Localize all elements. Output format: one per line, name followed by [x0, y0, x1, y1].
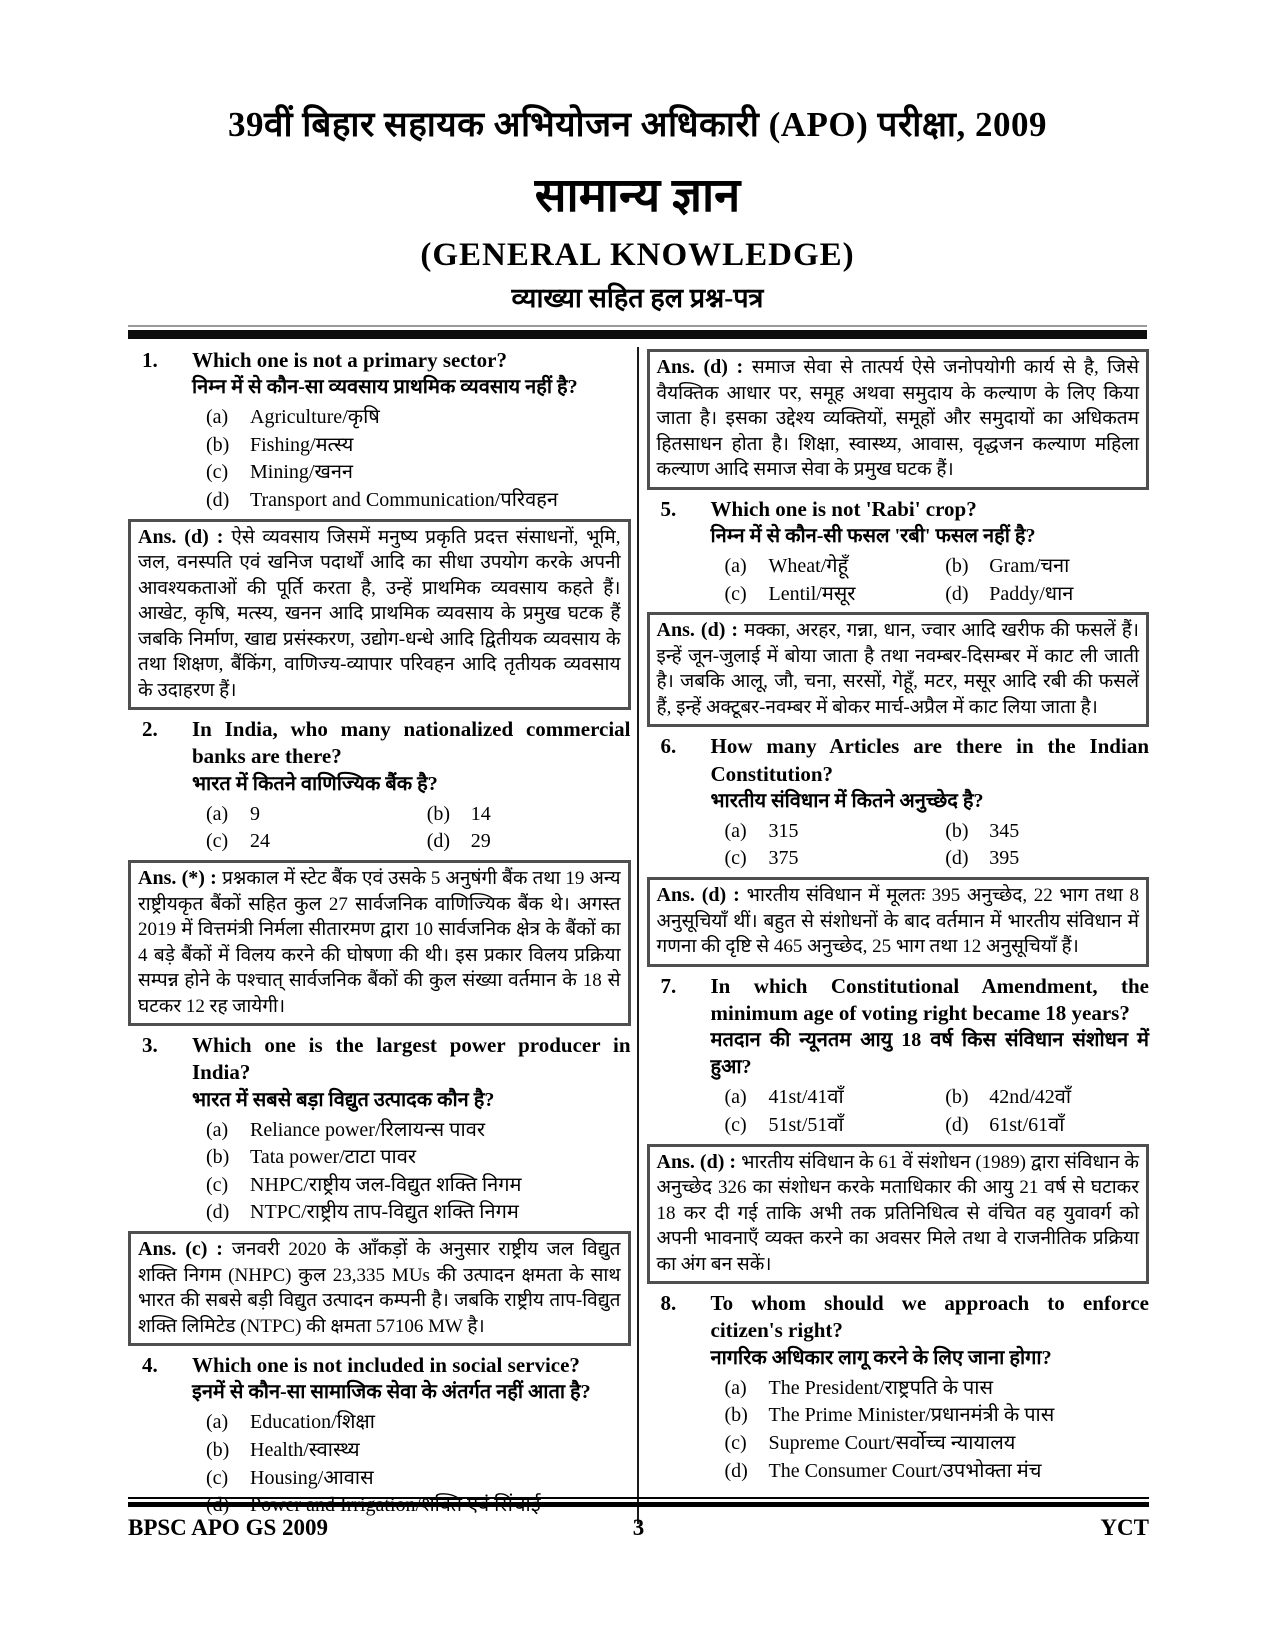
option-label: (b) — [206, 1439, 230, 1462]
header-rule-thin-line — [128, 325, 1147, 327]
answer-label: Ans. (d) : — [656, 1150, 742, 1173]
footer-rule-thick-line — [128, 1502, 1149, 1507]
answer-box — [647, 612, 1150, 727]
option-label: (b) — [945, 1086, 969, 1109]
answer-label: Ans. (d) : — [656, 884, 747, 907]
footer-rule — [128, 1497, 1149, 1507]
question-number: 7. — [660, 973, 677, 998]
answer-explanation: मक्का, अरहर, गन्ना, धान, ज्वार आदि खरीफ की फसलें हैं। इन्हें जून-जुलाई में बोया जाता है तथा नवम्बर-दिसम्बर में काट ली जाती है। जबकि आलू, जौ, चना, सरसों, गेहूँ, मटर, मसूर आदि रबी की फसलें हैं, इन्हें अक्टूबर-नवम्बर में बोकर मार्च-अप्रैल में काट लिया जाता है। — [656, 620, 1140, 718]
answer-explanation: प्रश्नकाल में स्टेट बैंक एवं उसके 5 अनुषंगी बैंक तथा 19 अन्य राष्ट्रीयकृत बैंकों सहित कुल 27 सार्वजनिक वाणिज्यिक बैंक थे। अगस्त 2019 में वित्तमंत्री निर्मला सीतारमण द्वारा 10 सार्वजनिक क्षेत्र के बैंकों का 4 बड़े बैंकों में विलय करने की घोषणा की थी। इस प्रकार विलय प्रक्रिया सम्पन्न होने के पश्चात् सार्वजनिक बैंकों की कुल संख्या वर्तमान के 18 से घटकर 12 रह जायेगी। — [138, 867, 621, 1017]
question-text-en: Which one is not 'Rabi' crop? — [710, 496, 977, 521]
option-a — [725, 818, 946, 846]
option-label: (a) — [724, 1376, 747, 1399]
question-texts — [192, 347, 631, 401]
question-text-hi: भारत में कितने वाणिज्यिक बैंक है? — [192, 772, 438, 795]
answer-explanation: जनवरी 2020 के आँकड़ों के अनुसार राष्ट्रीय जल विद्युत शक्ति निगम (NHPC) कुल 23,335 MUs की उत्पादन क्षमता के साथ भारत की सबसे बड़ी विद्युत उत्पादन कम्पनी है। जबकि राष्ट्रीय ताप-विद्युत शक्ति लिमिटेड (NTPC) की क्षमता 57106 MW है। — [138, 1239, 621, 1337]
option-b — [427, 801, 631, 829]
question-block-2 — [128, 716, 631, 856]
left-column — [128, 347, 637, 1524]
question-text-en: In which Constitutional Amendment, the minimum age of voting right became 18 years? — [710, 973, 1149, 1026]
footer-book-code: BPSC APO GS 2009 — [128, 1515, 329, 1540]
option-c — [206, 459, 631, 487]
option-label: (c) — [724, 1431, 747, 1454]
answer-label: Ans. (d) : — [656, 356, 752, 378]
option-text: NHPC/राष्ट्रीय जल-विद्युत शक्ति निगम — [250, 1173, 522, 1196]
answer-explanation: भारतीय संविधान के 61 वें संशोधन (1989) द्वारा संविधान के अनुच्छेद 326 का संशोधन करके मताधिकार की आयु 21 वर्ष से घटाकर 18 कर दी गई ताकि अभी तक प्रतिनिधित्व से वंचित वह युवावर्ग को अपनी भावनाएँ व्यक्त करने का अवसर मिले तथा वे राजनीतिक प्रक्रिया का अंग बन सकें। — [656, 1151, 1140, 1275]
options-list — [725, 818, 1150, 873]
option-text: Paddy/धान — [989, 582, 1074, 605]
option-label: (d) — [945, 1113, 969, 1136]
option-d — [427, 828, 631, 856]
options-list — [725, 553, 1150, 608]
option-label: (a) — [206, 802, 229, 825]
option-label: (c) — [206, 461, 229, 484]
option-label: (b) — [945, 554, 969, 577]
page-footer — [0, 1497, 1275, 1541]
footer-text-row — [128, 1515, 1149, 1541]
option-text: 375 — [768, 847, 799, 870]
question-block-8 — [647, 1290, 1150, 1485]
option-text: 29 — [470, 830, 491, 853]
option-text: Health/स्वास्थ्य — [250, 1439, 360, 1462]
answer-box — [647, 1144, 1150, 1285]
option-b — [206, 1144, 631, 1172]
option-a — [206, 801, 427, 829]
option-b — [945, 1084, 1149, 1112]
question-head — [128, 716, 631, 798]
option-label: (c) — [724, 582, 747, 605]
option-text: Supreme Court/सर्वोच्च न्यायालय — [768, 1431, 1016, 1454]
footer-publisher-code: YCT — [1100, 1515, 1149, 1540]
question-text-en: To whom should we approach to enforce citizen's right? — [710, 1291, 1149, 1343]
option-label: (b) — [724, 1404, 748, 1427]
question-texts — [192, 1032, 631, 1114]
question-texts — [711, 973, 1150, 1082]
question-number: 6. — [660, 734, 677, 759]
option-text: 395 — [989, 847, 1020, 870]
option-text: 9 — [250, 802, 260, 825]
options-list — [206, 404, 631, 514]
option-a — [725, 1084, 946, 1112]
question-text-en: How many Articles are there in the Indian Constitution? — [710, 734, 1149, 786]
question-number: 1. — [142, 348, 158, 372]
option-b — [725, 1402, 1150, 1430]
option-a — [206, 1117, 631, 1145]
option-text: 24 — [250, 830, 270, 853]
question-texts — [711, 496, 1150, 550]
option-text: Transport and Communication/परिवहन — [250, 489, 558, 512]
option-d — [206, 1199, 631, 1227]
option-text: 315 — [768, 819, 799, 842]
question-text-hi: मतदान की न्यूनतम आयु 18 वर्ष किस संविधान संशोधन में हुआ? — [710, 1029, 1149, 1079]
option-text: 51st/51वाँ — [768, 1113, 844, 1136]
option-text: NTPC/राष्ट्रीय ताप-विद्युत शक्ति निगम — [250, 1201, 519, 1224]
option-label: (c) — [206, 1466, 229, 1489]
option-text: Housing/आवास — [250, 1466, 374, 1489]
option-label: (c) — [206, 1173, 229, 1196]
option-label: (a) — [206, 1118, 229, 1141]
question-texts — [192, 716, 631, 798]
option-d — [206, 487, 631, 515]
option-label: (c) — [206, 830, 229, 853]
option-c — [206, 828, 427, 856]
question-text-en: Which one is not a primary sector? — [192, 348, 507, 372]
question-head — [128, 1352, 631, 1406]
answer-label: Ans. (*) : — [138, 866, 223, 889]
question-number: 8. — [660, 1291, 677, 1316]
option-label: (d) — [206, 489, 230, 512]
option-text: The Consumer Court/उपभोक्ता मंच — [768, 1459, 1042, 1482]
option-d — [945, 845, 1149, 873]
option-label: (d) — [426, 830, 451, 853]
answer-explanation: समाज सेवा से तात्पर्य ऐसे जनोपयोगी कार्य से है, जिसे वैयक्तिक आधार पर, समूह अथवा समुदाय के कल्याण के लिए किया जाता है। इसका उद्देश्य व्यक्तियों, समूहों और समुदायों का अधिकतम हितसाधन होता है। शिक्षा, स्वास्थ्य, आवास, वृद्धजन कल्याण महिला कल्याण आदि समाज सेवा के प्रमुख घटक हैं। — [656, 357, 1139, 481]
subtitle-hindi: व्याख्या सहित हल प्रश्न-पत्र — [511, 283, 764, 313]
option-label: (a) — [206, 1411, 229, 1434]
option-label: (b) — [945, 819, 969, 842]
option-text: 345 — [989, 819, 1020, 842]
question-head — [647, 496, 1150, 550]
footer-rule-thin-line — [128, 1497, 1149, 1499]
question-head — [128, 1032, 631, 1114]
question-head — [647, 973, 1150, 1082]
question-texts — [711, 733, 1150, 815]
question-text-hi: भारतीय संविधान में कितने अनुच्छेद है? — [710, 789, 984, 812]
option-c — [725, 581, 946, 609]
option-label: (a) — [724, 819, 747, 842]
option-c — [725, 845, 946, 873]
answer-explanation: भारतीय संविधान में मूलतः 395 अनुच्छेद, 22 भाग तथा 8 अनुसूचियाँ थीं। बहुत से संशोधनों के बाद वर्तमान में भारतीय संविधान में गणना की दृष्टि से 465 अनुच्छेद, 25 भाग तथा 12 अनुसूचियाँ हैं। — [656, 885, 1140, 958]
option-text: Lentil/मसूर — [768, 582, 856, 605]
question-number: 4. — [142, 1353, 158, 1378]
question-number: 2. — [142, 717, 158, 742]
exam-title: 39वीं बिहार सहायक अभियोजन अधिकारी (APO) परीक्षा, 2009 — [228, 105, 1047, 144]
option-text: Mining/खनन — [250, 461, 354, 484]
answer-box — [647, 877, 1150, 967]
header-rule-thick-line — [128, 330, 1147, 339]
option-text: Tata power/टाटा पावर — [250, 1146, 417, 1169]
question-text-hi: निम्न में से कौन-सी फसल 'रबी' फसल नहीं है? — [710, 524, 1036, 547]
question-text-hi: भारत में सबसे बड़ा विद्युत उत्पादक कौन है? — [192, 1088, 495, 1111]
question-head — [647, 1290, 1150, 1372]
options-list — [725, 1375, 1150, 1485]
question-text-hi: इनमें से कौन-सा सामाजिक सेवा के अंतर्गत नहीं आता है? — [192, 1381, 591, 1404]
option-text: Gram/चना — [989, 554, 1070, 577]
option-text: Education/शिक्षा — [250, 1411, 375, 1434]
question-texts — [192, 1352, 631, 1406]
option-text: Agriculture/कृषि — [250, 406, 380, 429]
answer-label: Ans. (c) : — [138, 1238, 232, 1260]
option-d — [725, 1458, 1150, 1486]
option-d — [945, 1112, 1149, 1140]
option-text: 61st/61वाँ — [989, 1113, 1065, 1136]
answer-label: Ans. (d) : — [138, 525, 232, 548]
answer-box — [128, 1231, 631, 1346]
question-number: 3. — [142, 1033, 158, 1058]
option-text: The President/राष्ट्रपति के पास — [768, 1376, 993, 1399]
question-block-7 — [647, 973, 1150, 1140]
option-a — [206, 404, 631, 432]
option-c — [206, 1172, 631, 1200]
question-number: 5. — [660, 496, 677, 521]
question-text-en: Which one is not included in social service? — [192, 1353, 580, 1378]
option-text: The Prime Minister/प्रधानमंत्री के पास — [768, 1404, 1055, 1427]
option-label: (d) — [945, 847, 969, 870]
option-label: (d) — [206, 1201, 230, 1224]
option-label: (d) — [945, 582, 969, 605]
answer-explanation: ऐसे व्यवसाय जिसमें मनुष्य प्रकृति प्रदत्त संसाधनों, भूमि, जल, वनस्पति एवं खनिज पदार्थों आदि का सीधा उपयोग करके अपनी आवश्यकताओं की पूर्ति करता है, उन्हें प्राथमिक व्यवसाय कहते हैं। आखेट, कृषि, मत्स्य, खनन आदि प्राथमिक व्यवसाय के प्रमुख घटक हैं जबकि निर्माण, खाद्य प्रसंस्करण, उद्योग-धन्धे आदि द्वितीयक व्यवसाय के तथा शिक्षण, बैंकिंग, वाणिज्य-व्यापार परिवहन आदि तृतीयक व्यवसाय के उदाहरण हैं। — [138, 526, 621, 701]
option-text: 42nd/42वाँ — [989, 1086, 1072, 1109]
question-text-en: In India, who many nationalized commercial banks are there? — [192, 717, 631, 769]
options-list — [206, 801, 631, 856]
option-a — [206, 1409, 631, 1437]
option-c — [725, 1430, 1150, 1458]
option-a — [725, 553, 946, 581]
option-b — [945, 553, 1149, 581]
answer-box — [128, 860, 631, 1026]
question-block-6 — [647, 733, 1150, 873]
option-label: (a) — [724, 1086, 747, 1109]
answer-label: Ans. (d) : — [656, 619, 745, 642]
footer-page-number: 3 — [632, 1515, 645, 1540]
options-list — [725, 1084, 1150, 1139]
option-label: (c) — [724, 847, 747, 870]
option-label: (a) — [724, 554, 747, 577]
option-label: (a) — [206, 406, 229, 429]
option-label: (b) — [206, 433, 230, 456]
option-c — [725, 1112, 946, 1140]
question-block-4 — [128, 1352, 631, 1520]
option-label: (b) — [426, 802, 451, 825]
question-text-hi: नागरिक अधिकार लागू करने के लिए जाना होगा? — [710, 1346, 1052, 1369]
option-text: Wheat/गेहूँ — [768, 554, 849, 577]
options-list — [206, 1117, 631, 1227]
option-text: 41st/41वाँ — [768, 1086, 844, 1109]
option-b — [945, 818, 1149, 846]
option-text: 14 — [470, 802, 491, 825]
option-b — [206, 1437, 631, 1465]
subject-title-english: (GENERAL KNOWLEDGE) — [420, 237, 855, 273]
question-head — [128, 347, 631, 401]
question-block-3 — [128, 1032, 631, 1227]
option-a — [725, 1375, 1150, 1403]
option-d — [945, 581, 1149, 609]
option-text: Reliance power/रिलायन्स पावर — [250, 1118, 485, 1141]
question-block-5 — [647, 496, 1150, 608]
answer-box — [128, 519, 631, 711]
page-header — [0, 0, 1275, 339]
option-label: (d) — [724, 1459, 748, 1482]
question-text-hi: निम्न में से कौन-सा व्यवसाय प्राथमिक व्यवसाय नहीं है? — [192, 376, 578, 399]
answer-box — [647, 349, 1150, 490]
question-texts — [711, 1290, 1150, 1372]
option-text: Fishing/मत्स्य — [250, 433, 354, 456]
option-b — [206, 432, 631, 460]
header-rule — [128, 325, 1147, 339]
question-block-1 — [128, 347, 631, 515]
option-c — [206, 1465, 631, 1493]
subject-title-hindi: सामान्य ज्ञान — [534, 170, 741, 222]
right-column — [639, 347, 1150, 1524]
question-columns — [0, 339, 1275, 1524]
option-label: (b) — [206, 1146, 230, 1169]
question-text-en: Which one is the largest power producer in India? — [192, 1033, 631, 1085]
question-head — [647, 733, 1150, 815]
option-label: (c) — [724, 1113, 747, 1136]
